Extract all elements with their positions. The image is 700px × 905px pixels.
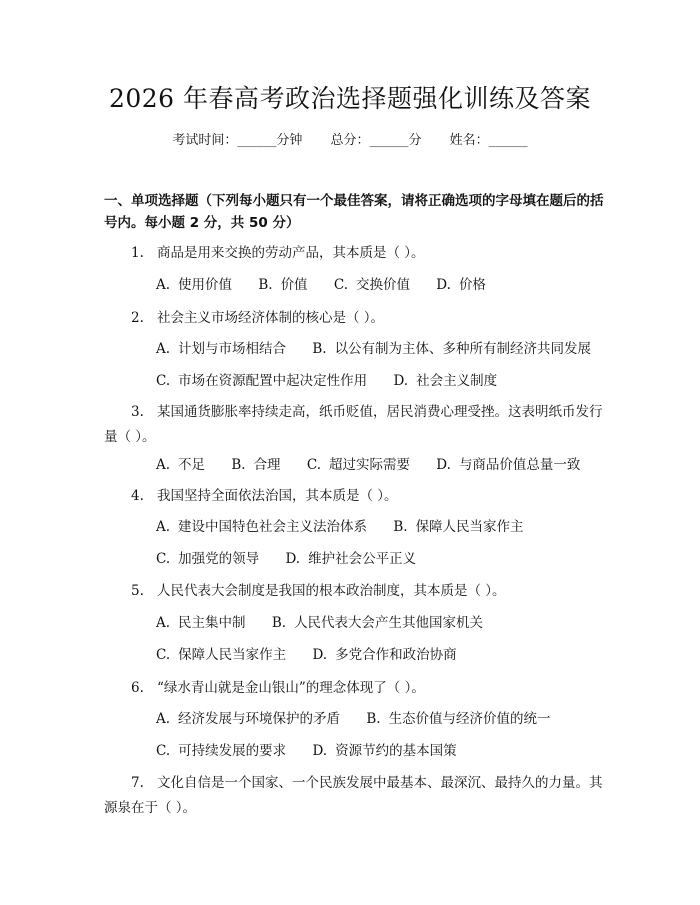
option-a: A. 经济发展与环境保护的矛盾 [156,711,341,727]
option-b: B. 生态价值与经济价值的统一 [366,711,551,727]
exam-meta [0,131,700,151]
option-d: D. 多党合作和政治协商 [312,647,457,663]
option-b: B. 以公有制为主体、多种所有制经济共同发展 [312,341,592,357]
question-5-options-row-2 [156,644,616,666]
option-d: D. 价格 [436,277,486,293]
option-c: C. 可持续发展的要求 [156,743,287,759]
option-d: D. 维护社会公平正义 [285,551,417,567]
question-4-options-row-1 [156,516,616,538]
option-a: A. 不足 [156,457,206,473]
question-number: 6. [131,680,144,696]
question-3-options [156,454,616,476]
question-4 [104,484,604,509]
question-number: 7. [131,775,144,791]
section-heading: 一、单项选择题（下列每小题只有一个最佳答案，请将正确选项的字母填在题后的括号内。每小题 2 分，共 50 分） [104,193,604,231]
option-c: C. 保障人民当家作主 [156,647,287,663]
question-4-options-row-2 [156,548,616,570]
question-6-options-row-1 [156,708,616,730]
question-2 [104,306,604,331]
question-text: 文化自信是一个国家、一个民族发展中最基本、最深沉、最持久的力量。其源泉在于（ ）。 [104,775,603,816]
question-number: 1. [131,245,144,261]
question-1 [104,241,604,266]
exam-time-field: 考试时间：______分钟 [172,133,303,148]
question-number: 4. [131,488,144,504]
option-b: B. 价值 [258,277,308,293]
question-6-options-row-2 [156,740,616,762]
option-d: D. 社会主义制度 [393,373,498,389]
name-field: 姓名：______ [449,133,528,148]
option-b: B. 人民代表大会产生其他国家机关 [271,615,484,631]
question-2-options-row-2 [156,370,616,392]
question-7 [104,771,604,821]
option-c: C. 超过实际需要 [306,457,410,473]
question-5 [104,579,604,604]
question-1-options [156,274,616,296]
question-5-options-row-1 [156,612,616,634]
option-a: A. 民主集中制 [156,615,246,631]
option-c: C. 加强党的领导 [156,551,260,567]
option-c: C. 交换价值 [333,277,410,293]
question-text: 我国坚持全面依法治国，其本质是（ ）。 [157,488,398,504]
document-title: 2026 年春高考政治选择题强化训练及答案 [108,84,592,113]
question-text: 商品是用来交换的劳动产品，其本质是（ ）。 [157,245,425,261]
question-3 [104,400,604,450]
question-text: 社会主义市场经济体制的核心是（ ）。 [157,310,385,326]
option-c: C. 市场在资源配置中起决定性作用 [156,373,368,389]
option-b: B. 保障人民当家作主 [393,519,524,535]
option-d: D. 与商品价值总量一致 [436,457,581,473]
option-b: B. 合理 [231,457,281,473]
question-text: 人民代表大会制度是我国的根本政治制度，其本质是（ ）。 [157,583,506,599]
question-number: 2. [131,310,144,326]
question-number: 3. [131,404,144,420]
option-a: A. 使用价值 [156,277,233,293]
question-6 [104,676,604,701]
question-2-options-row-1 [156,338,616,360]
question-number: 5. [131,583,144,599]
option-a: A. 计划与市场相结合 [156,341,287,357]
option-d: D. 资源节约的基本国策 [312,743,457,759]
question-text: 某国通货膨胀率持续走高，纸币贬值，居民消费心理受挫。这表明纸币发行量（ ）。 [104,404,603,445]
total-score-field: 总分：______分 [330,133,422,148]
option-a: A. 建设中国特色社会主义法治体系 [156,519,368,535]
question-text: “绿水青山就是金山银山”的理念体现了（ ）。 [157,680,425,696]
